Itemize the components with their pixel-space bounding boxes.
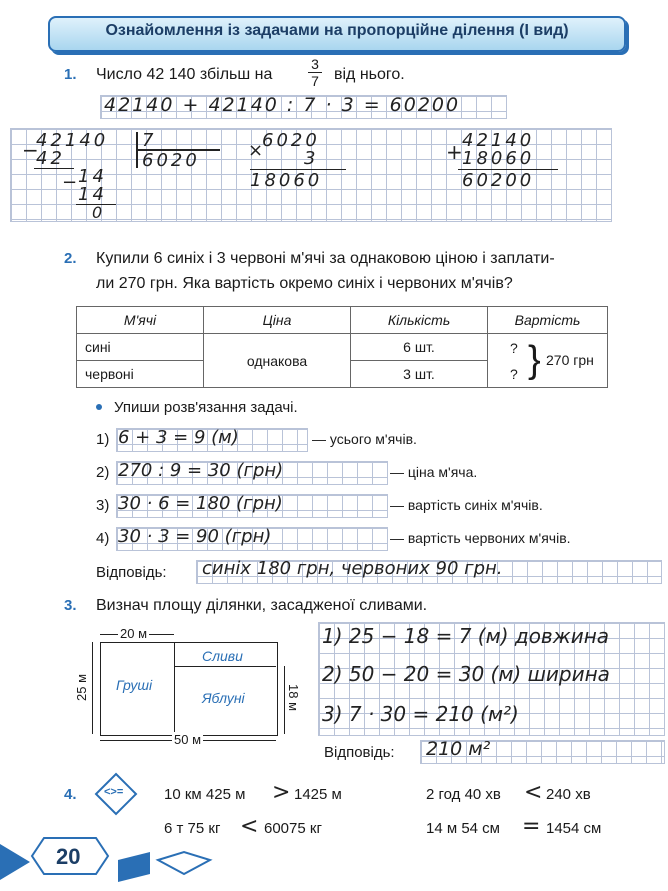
task2-text-line2: ли 270 грн. Яка вартість окремо синіх і червоних м'ячів? — [96, 275, 513, 292]
task1-number: 1. — [64, 66, 77, 83]
task2-step-3-answer: 30 · 6 = 180 (грн) — [118, 493, 283, 514]
division-line-1 — [34, 168, 74, 169]
right-dimension-line — [284, 666, 285, 734]
cost-red: ? — [510, 366, 518, 382]
task2-text-line1: Купили 6 синіх і 3 червоні м'ячі за однаковою ціною і заплати- — [96, 250, 555, 267]
compare-3-right: 60075 кг — [264, 820, 322, 837]
division-step-2: 14 — [78, 166, 107, 187]
table-header-qty: Кількість — [351, 307, 488, 334]
task2-answer-hw: синіх 180 грн, червоних 90 грн. — [202, 558, 503, 579]
brace-icon: } — [528, 339, 541, 381]
compare-4-sign: = — [522, 814, 541, 839]
addition-a: 42140 — [462, 130, 535, 151]
division-step-4: 0 — [92, 203, 103, 222]
task2-step-4-label: — вартість червоних м'ячів. — [390, 530, 571, 546]
bullet-icon — [96, 404, 102, 410]
right-dimension: 18 м — [286, 683, 302, 712]
task1-text-after: від нього. — [334, 66, 405, 83]
compare-4-left: 14 м 54 см — [426, 820, 500, 837]
task2-step-1-number: 1) — [96, 431, 110, 448]
task2-step-2-number: 2) — [96, 464, 110, 481]
addition-result: 60200 — [462, 170, 535, 191]
compare-2-left: 2 год 40 хв — [426, 786, 501, 803]
table-cell-qty: 3 шт. — [351, 361, 488, 388]
task2-number: 2. — [64, 250, 77, 267]
compare-1-left: 10 км 425 м — [164, 786, 246, 803]
task3-answer-label: Відповідь: — [324, 744, 395, 761]
left-dimension: 25 м — [74, 673, 90, 702]
table-header-balls: М'ячі — [77, 307, 204, 334]
compare-signs-glyph: <>= — [104, 786, 124, 798]
compare-1-sign: > — [272, 780, 291, 805]
compare-3-sign: < — [240, 814, 259, 839]
task2-step-4-number: 4) — [96, 530, 110, 547]
cost-total: 270 грн — [546, 352, 594, 368]
table-cell-name: червоні — [77, 361, 204, 388]
task3-solution-1: 1) 25 − 18 = 7 (м) довжина — [322, 624, 610, 648]
task3-number: 3. — [64, 597, 77, 614]
plums-divider — [174, 666, 276, 667]
addition-sign: + — [446, 140, 463, 164]
compare-2-sign: < — [524, 780, 543, 805]
fraction-denominator: 7 — [311, 73, 319, 89]
task2-step-1-label: — усього м'ячів. — [312, 431, 417, 447]
task2-step-4-answer: 30 · 3 = 90 (грн) — [118, 526, 272, 547]
task2-answer-label: Відповідь: — [96, 564, 167, 581]
task3-solution-3: 3) 7 · 30 = 210 (м²) — [322, 702, 519, 726]
task1-text-before: Число 42 140 збільш на — [96, 66, 273, 83]
cost-blue: ? — [510, 340, 518, 356]
pears-label: Груші — [116, 677, 153, 693]
task2-instruction: Упиши розв'язання задачі. — [114, 399, 298, 416]
multiplication-result: 18060 — [250, 170, 323, 191]
footer-decoration — [0, 834, 220, 886]
compare-2-right: 240 хв — [546, 786, 591, 803]
table-header-price: Ціна — [204, 307, 351, 334]
addition-b: 18060 — [462, 148, 535, 169]
apples-label: Яблуні — [202, 690, 245, 706]
division-step-3: 14 — [78, 184, 107, 205]
plums-label: Сливи — [202, 648, 243, 664]
task1-fraction — [308, 56, 322, 89]
table-cell-name: сині — [77, 334, 204, 361]
fraction-numerator: 3 — [308, 56, 322, 73]
task3-answer-hw: 210 м² — [426, 738, 491, 760]
compare-3-left: 6 т 75 кг — [164, 820, 221, 837]
task2-step-2-label: — ціна м'яча. — [390, 464, 478, 480]
task2-step-1-answer: 6 + 3 = 9 (м) — [118, 427, 239, 448]
task3-solution-2: 2) 50 − 20 = 30 (м) ширина — [322, 662, 610, 686]
task2-step-3-label: — вартість синіх м'ячів. — [390, 497, 543, 513]
table-cell-cost — [488, 334, 608, 388]
division-quotient: 6020 — [142, 150, 200, 171]
task2-step-3-number: 3) — [96, 497, 110, 514]
task1-text — [96, 66, 272, 84]
division-minus-2: − — [62, 172, 78, 193]
task1-expression: 42140 + 42140 : 7 · 3 = 60200 — [104, 94, 461, 116]
top-dimension: 20 м — [120, 626, 148, 641]
division-step-1: 42 — [36, 148, 65, 169]
page-corner-icon — [0, 834, 220, 886]
left-dimension-line — [92, 642, 93, 734]
task2-table — [76, 306, 608, 388]
table-cell-qty: 6 шт. — [351, 334, 488, 361]
division-divisor: 7 — [142, 130, 154, 151]
task3-text: Визнач площу ділянки, засадженої сливами. — [96, 597, 428, 614]
division-dividend: 42140 — [36, 130, 109, 151]
task2-step-2-answer: 270 : 9 = 30 (грн) — [118, 460, 284, 481]
multiplication-b: 3 — [304, 148, 316, 169]
compare-4-right: 1454 см — [546, 820, 602, 837]
table-cell-price: однакова — [204, 334, 351, 388]
bottom-dimension: 50 м — [174, 732, 202, 747]
division-sign: − — [22, 138, 39, 162]
pears-divider — [174, 642, 175, 734]
task4-number: 4. — [64, 786, 77, 803]
multiplication-a: 6020 — [262, 130, 320, 151]
multiplication-sign: × — [248, 140, 264, 161]
page-title: Ознайомлення із задачами на пропорційне ділення (І вид) — [105, 22, 569, 39]
page-number: 20 — [56, 844, 81, 869]
table-header-cost: Вартість — [488, 307, 608, 334]
compare-1-right: 1425 м — [294, 786, 342, 803]
